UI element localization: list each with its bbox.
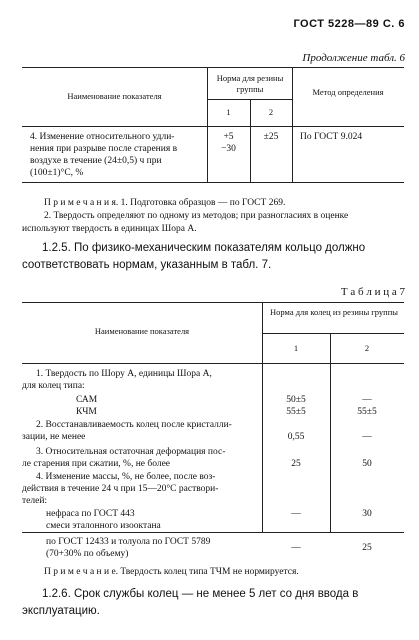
table-cell: 50±5 xyxy=(286,395,306,405)
table-cell: 55±5 xyxy=(357,407,377,417)
table7-col-norm: Норма для колец из резины группы xyxy=(270,307,398,317)
paragraph-1-2-6-line-1: 1.2.6. Срок службы колец — не менее 5 лет со дня ввода в xyxy=(42,588,359,600)
table-row: 4. Изменение массы, %, не более, после воз- действия в течение 24 ч при 15—20°С раствори- телей: xyxy=(22,472,219,507)
table-cell: 25 xyxy=(362,543,372,553)
table6-col-2: 2 xyxy=(268,107,274,117)
table-cell: 50 xyxy=(362,459,372,469)
table6-row-g1: +5 −30 xyxy=(221,132,236,155)
table-cell: 55±5 xyxy=(286,407,306,417)
table6-col-name: Наименование показателя xyxy=(67,91,162,101)
table-row: 3. Относительная остаточная деформация пос- ле старения при сжатии, %, не более xyxy=(22,447,226,470)
table6-row-g2: ±25 xyxy=(263,132,279,142)
table6-note-2: 2. Твердость определяют по одному из методов; при разногласиях в оценке xyxy=(44,211,349,221)
table-cell: — xyxy=(291,543,301,553)
table7-caption: Т а б л и ц а 7 xyxy=(340,286,405,298)
table-cell: 30 xyxy=(362,509,372,519)
table6-col-norm: Норма для резины группы xyxy=(216,73,284,94)
table7-note: П р и м е ч а н и е. Твердость колец типа ТЧМ не нормируется. xyxy=(44,567,299,577)
paragraph-1-2-5-line-2: соответствовать нормам, указанным в табл. 7. xyxy=(22,259,272,271)
table7-col-2: 2 xyxy=(364,343,370,353)
table-cell: — xyxy=(291,509,301,519)
table6-col-method: Метод определения xyxy=(312,87,384,97)
table7-col-1: 1 xyxy=(293,343,299,353)
table-cell: — xyxy=(362,432,372,442)
table-row: 1. Твердость по Шору А, единицы Шора А, для колец типа: xyxy=(22,369,212,392)
table-row: нефраса по ГОСТ 443 смеси эталонного изооктана xyxy=(46,509,161,532)
table-row: КЧМ xyxy=(76,407,97,417)
table6-note-3: используют твердость в единицах Шора А. xyxy=(22,224,197,234)
table6-note-1: П р и м е ч а н и я. 1. Подготовка образцов — по ГОСТ 269. xyxy=(44,198,286,208)
table-row: 2. Восстанавливаемость колец после кристалли- зации, не менее xyxy=(22,420,232,443)
table6-row-method: По ГОСТ 9.024 xyxy=(300,132,363,142)
table7-col-name: Наименование показателя xyxy=(94,326,190,336)
table-cell: 25 xyxy=(291,459,301,469)
table-row: по ГОСТ 12433 и толуола по ГОСТ 5789 (70+30% по объему) xyxy=(46,537,211,560)
paragraph-1-2-5-line-1: 1.2.5. По физико-механическим показателям кольцо должно xyxy=(42,242,366,254)
page-header: ГОСТ 5228—89 С. 6 xyxy=(293,18,405,30)
table-cell: — xyxy=(362,395,372,405)
table6-col-1: 1 xyxy=(226,107,231,117)
table-cell: 0,55 xyxy=(287,432,305,442)
paragraph-1-2-6-line-2: эксплуатацию. xyxy=(22,605,100,617)
table6-row-name: 4. Изменение относительного удли- нения при разрыве после старения в воздухе в течение (24±0,5) ч при (100±1)°С, % xyxy=(30,132,178,179)
table-row: САМ xyxy=(76,395,98,405)
table6-continuation-caption: Продолжение табл. 6 xyxy=(302,52,405,64)
